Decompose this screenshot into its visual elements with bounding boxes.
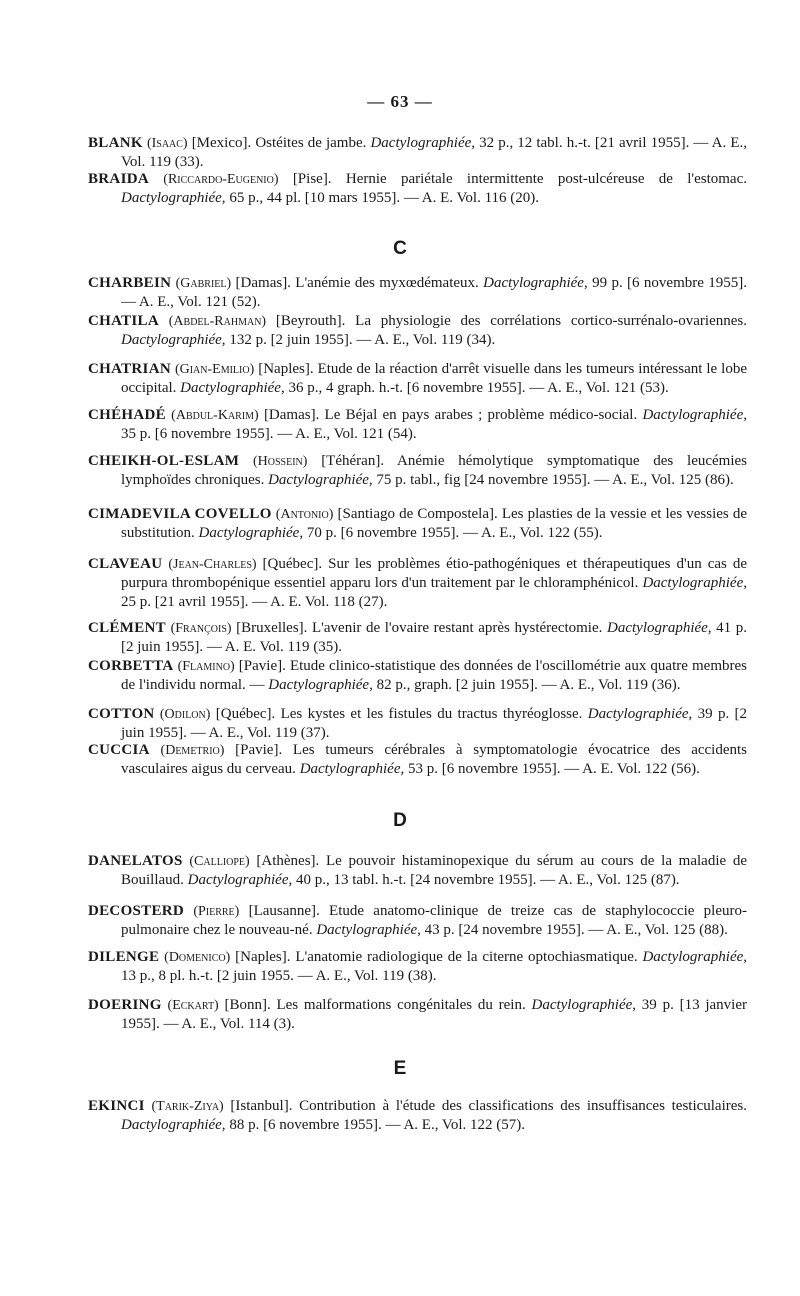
author-given-name: (Abdel-Rahman)	[168, 314, 267, 329]
entry-source: Dactylographiée,	[607, 620, 712, 636]
entry-details: 132 p. [2 juin 1955]. — A. E., Vol. 119 (34).	[225, 332, 496, 348]
section-letter: D	[393, 810, 407, 831]
author-surname: BRAIDA	[88, 171, 149, 187]
entry-source: Dactylographiée,	[180, 380, 285, 396]
author-surname: CLÉMENT	[88, 620, 166, 636]
bibliography-entry	[88, 312, 747, 350]
author-surname: EKINCI	[88, 1098, 145, 1114]
bibliography-entry	[88, 1097, 747, 1135]
entry-details: 53 p. [6 novembre 1955]. — A. E. Vol. 122 (56).	[404, 761, 700, 777]
author-surname: CHATILA	[88, 313, 159, 329]
bibliography-entry	[88, 274, 747, 312]
entry-text: [Pise]. Hernie pariétale intermittente post-ulcéreuse de l'estomac.	[278, 171, 747, 187]
entry-details: 88 p. [6 novembre 1955]. — A. E., Vol. 122 (57).	[225, 1117, 525, 1133]
entry-details: 39 p. [13 janvier 1955]. — A. E., Vol. 114 (3).	[121, 997, 747, 1032]
entry-text: [Québec]. Les kystes et les fistules du tractus thyréoglosse.	[210, 706, 588, 722]
author-surname: DOERING	[88, 997, 162, 1013]
page-number: — 63 —	[367, 92, 433, 111]
author-given-name: (Isaac)	[146, 136, 188, 151]
entry-text: [Naples]. Etude de la réaction d'arrêt visuelle dans les tumeurs intéressant le lobe occipital.	[121, 361, 748, 396]
entry-source: Dactylographiée,	[121, 1117, 226, 1133]
author-surname: DECOSTERD	[88, 903, 185, 919]
bibliography-entry	[88, 406, 747, 444]
entry-details: 99 p. [6 novembre 1955]. — A. E., Vol. 121 (52).	[121, 275, 748, 310]
entry-text: [Lausanne]. Etude anatomo-clinique de treize cas de staphylococcie pleuro-pulmonaire chez le nouveau-né.	[121, 903, 748, 938]
entry-details: 65 p., 44 pl. [10 mars 1955]. — A. E. Vol. 116 (20).	[225, 190, 540, 206]
bibliography-entry	[88, 902, 747, 940]
entry-text: [Athènes]. Le pouvoir histaminopexique du sérum au cours de la maladie de Bouillaud.	[121, 853, 747, 888]
bibliography-entry	[88, 948, 747, 986]
entry-details: 25 p. [21 avril 1955]. — A. E. Vol. 118 (27).	[121, 594, 388, 610]
author-given-name: (Flamino)	[177, 659, 235, 674]
entry-text: [Beyrouth]. La physiologie des corrélations cortico-surrénalo-ovariennes.	[266, 313, 747, 329]
author-surname: DANELATOS	[88, 853, 183, 869]
author-surname: CHARBEIN	[88, 275, 172, 291]
bibliography-entry	[88, 360, 747, 398]
entry-details: 39 p. [2 juin 1955]. — A. E., Vol. 119 (37).	[121, 706, 748, 741]
author-surname: CORBETTA	[88, 658, 174, 674]
entry-details: 43 p. [24 novembre 1955]. — A. E., Vol. 125 (88).	[420, 922, 728, 938]
entry-source: Dactylographiée,	[642, 949, 748, 965]
bibliography-entry	[88, 555, 747, 612]
entry-source: Dactylographiée,	[268, 677, 373, 693]
entry-source: Dactylographiée,	[316, 922, 421, 938]
section-letter: C	[393, 238, 407, 259]
author-surname: CIMADEVILA COVELLO	[88, 506, 272, 522]
author-given-name: (Jean-Charles)	[168, 557, 257, 572]
entry-text: [Québec]. Sur les problèmes étio-pathogéniques et thérapeutiques d'un cas de purpura thrombopénique essentiel apparu lors d'un traitement par le chloramphénicol.	[121, 556, 748, 591]
author-given-name: (Abdul-Karim)	[171, 408, 259, 423]
author-given-name: (Odilon)	[159, 707, 211, 722]
entry-source: Dactylographiée,	[187, 872, 293, 888]
author-surname: CLAVEAU	[88, 556, 163, 572]
entry-source: Dactylographiée,	[483, 275, 588, 291]
author-given-name: (Calliope)	[189, 854, 250, 869]
entry-source: Dactylographiée,	[642, 575, 747, 591]
author-given-name: (Tarik-Ziya)	[151, 1099, 224, 1114]
entry-source: Dactylographiée,	[121, 332, 226, 348]
bibliography-entry	[88, 852, 747, 890]
entry-details: 82 p., graph. [2 juin 1955]. — A. E., Vol. 119 (36).	[372, 677, 681, 693]
entry-details: 36 p., 4 graph. h.-t. [6 novembre 1955]. — A. E., Vol. 121 (53).	[284, 380, 669, 396]
author-given-name: (Gabriel)	[175, 276, 232, 291]
entry-text: [Naples]. L'anatomie radiologique de la citerne optochiasmatique.	[230, 949, 643, 965]
entry-details: 70 p. [6 novembre 1955]. — A. E., Vol. 122 (55).	[303, 525, 603, 541]
author-given-name: (Domenico)	[164, 950, 231, 965]
entry-details: 32 p., 12 tabl. h.-t. [21 avril 1955]. — A. E., Vol. 119 (33).	[121, 135, 747, 170]
author-given-name: (Antonio)	[275, 507, 334, 522]
entry-source: Dactylographiée,	[531, 997, 637, 1013]
author-given-name: (Gian-Emilio)	[174, 362, 255, 377]
entry-text: [Damas]. Le Béjal en pays arabes ; problème médico-social.	[258, 407, 643, 423]
author-surname: DILENGE	[88, 949, 160, 965]
bibliography-entry	[88, 741, 747, 779]
entry-details: 41 p. [2 juin 1955]. — A. E. Vol. 119 (35).	[121, 620, 748, 655]
bibliography-entry	[88, 134, 747, 172]
entry-source: Dactylographiée,	[268, 472, 373, 488]
author-given-name: (Eckart)	[167, 998, 219, 1013]
bibliography-entry	[88, 705, 747, 743]
entry-text: [Bruxelles]. L'avenir de l'ovaire restant après hystérectomie.	[231, 620, 607, 636]
bibliography-entry	[88, 505, 747, 543]
bibliography-entry	[88, 996, 747, 1034]
entry-text: [Bonn]. Les malformations congénitales du rein.	[218, 997, 532, 1013]
entry-source: Dactylographiée,	[587, 706, 693, 722]
entry-text: [Istanbul]. Contribution à l'étude des classifications des insuffisances testiculaires.	[223, 1098, 748, 1114]
bibliography-entry	[88, 657, 747, 695]
entry-source: Dactylographiée,	[299, 761, 405, 777]
author-surname: CHÉHADÉ	[88, 407, 166, 423]
entry-text: [Pavie]. Etude clinico-statistique des données de l'oscillométrie aux quatre membres de l'individu normal. —	[121, 658, 747, 693]
entry-details: 13 p., 8 pl. h.-t. [2 juin 1955. — A. E., Vol. 119 (38).	[121, 968, 437, 984]
entry-text: [Damas]. L'anémie des myxœdémateux.	[231, 275, 484, 291]
author-given-name: (Riccardo-Eugenio)	[163, 172, 279, 187]
author-surname: COTTON	[88, 706, 155, 722]
entry-text: [Mexico]. Ostéites de jambe.	[187, 135, 371, 151]
author-surname: BLANK	[88, 135, 143, 151]
entry-text: [Santiago de Compostela]. Les plasties de la vessie et les vessies de substitution.	[121, 506, 748, 541]
section-letter: E	[393, 1058, 407, 1079]
entry-details: 35 p. [6 novembre 1955]. — A. E., Vol. 121 (54).	[121, 426, 417, 442]
bibliography-entry	[88, 170, 747, 208]
entry-text: [Pavie]. Les tumeurs cérébrales à symptomatologie évocatrice des accidents vasculaires aigus du cerveau.	[121, 742, 747, 777]
entry-text: [Téhéran]. Anémie hémolytique symptomatique des leucémies lymphoïdes chroniques.	[121, 453, 748, 488]
author-given-name: (Demetrio)	[160, 743, 225, 758]
author-surname: CHEIKH-OL-ESLAM	[88, 453, 240, 469]
entry-source: Dactylographiée,	[121, 190, 226, 206]
entry-source: Dactylographiée,	[198, 525, 304, 541]
entry-source: Dactylographiée,	[370, 135, 476, 151]
author-given-name: (Pierre)	[193, 904, 240, 919]
bibliography-entry	[88, 619, 747, 657]
entry-details: 75 p. tabl., fig [24 novembre 1955]. — A. E., Vol. 125 (86).	[372, 472, 734, 488]
author-surname: CUCCIA	[88, 742, 150, 758]
author-given-name: (Hossein)	[252, 454, 308, 469]
bibliography-entry	[88, 452, 747, 490]
author-surname: CHATRIAN	[88, 361, 171, 377]
entry-details: 40 p., 13 tabl. h.-t. [24 novembre 1955]. — A. E., Vol. 125 (87).	[292, 872, 680, 888]
author-given-name: (François)	[170, 621, 232, 636]
entry-source: Dactylographiée,	[642, 407, 747, 423]
